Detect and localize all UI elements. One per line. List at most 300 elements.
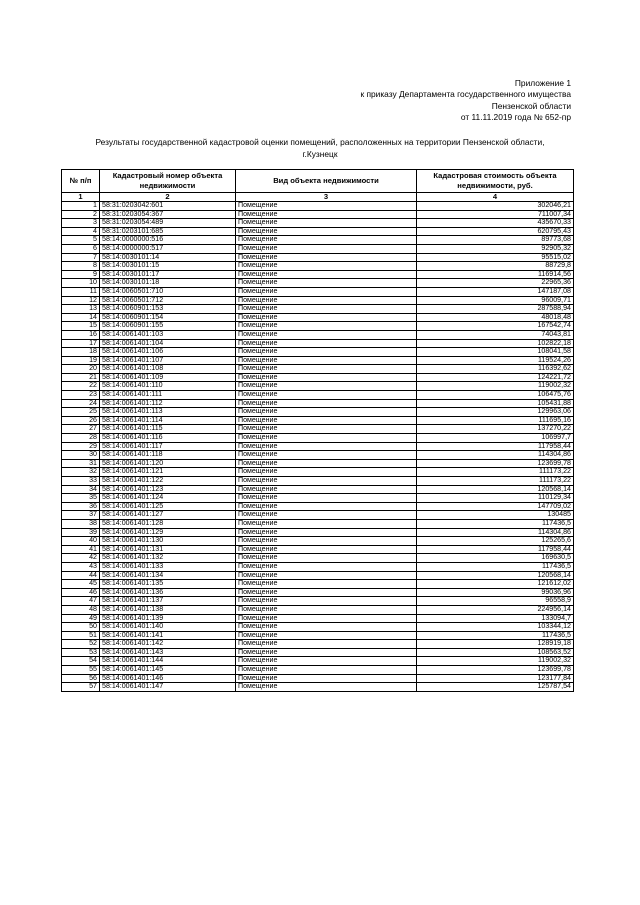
col-number-1: 1 — [62, 193, 100, 202]
cadastral-table — [61, 169, 574, 692]
row-number: 16 — [62, 330, 100, 339]
cadastral-number: 58:14:0030101:17 — [100, 270, 236, 279]
object-type: Помещение — [236, 597, 417, 606]
cadastral-value: 121612,02 — [417, 580, 574, 589]
row-number: 49 — [62, 614, 100, 623]
table-row — [62, 623, 574, 632]
object-type: Помещение — [236, 202, 417, 211]
cadastral-number: 58:14:0061401:113 — [100, 408, 236, 417]
table-row — [62, 244, 574, 253]
object-type: Помещение — [236, 511, 417, 520]
row-number: 15 — [62, 322, 100, 331]
cadastral-number: 58:14:0061401:129 — [100, 528, 236, 537]
row-number: 25 — [62, 408, 100, 417]
table-row — [62, 434, 574, 443]
object-type: Помещение — [236, 305, 417, 314]
cadastral-value: 124221,72 — [417, 373, 574, 382]
object-type: Помещение — [236, 519, 417, 528]
cadastral-number: 58:14:0061401:134 — [100, 571, 236, 580]
col-header-number: № п/п — [62, 170, 100, 193]
cadastral-number: 58:14:0061401:137 — [100, 597, 236, 606]
table-row — [62, 674, 574, 683]
table-row — [62, 528, 574, 537]
row-number: 13 — [62, 305, 100, 314]
row-number: 6 — [62, 244, 100, 253]
row-number: 11 — [62, 287, 100, 296]
row-number: 44 — [62, 571, 100, 580]
cadastral-number: 58:14:0061401:120 — [100, 459, 236, 468]
row-number: 2 — [62, 210, 100, 219]
row-number: 7 — [62, 253, 100, 262]
cadastral-number: 58:14:0061401:128 — [100, 519, 236, 528]
table-row — [62, 537, 574, 546]
table-row — [62, 399, 574, 408]
table-row — [62, 339, 574, 348]
cadastral-number: 58:14:0000000:516 — [100, 236, 236, 245]
table-row — [62, 391, 574, 400]
row-number: 37 — [62, 511, 100, 520]
object-type: Помещение — [236, 545, 417, 554]
cadastral-value: 96009,71 — [417, 296, 574, 305]
cadastral-number: 58:14:0061401:114 — [100, 416, 236, 425]
table-row — [62, 468, 574, 477]
cadastral-value: 114304,86 — [417, 528, 574, 537]
cadastral-value: 287588,94 — [417, 305, 574, 314]
cadastral-number: 58:14:0061401:108 — [100, 365, 236, 374]
object-type: Помещение — [236, 279, 417, 288]
object-type: Помещение — [236, 502, 417, 511]
object-type: Помещение — [236, 348, 417, 357]
cadastral-number: 58:14:0061401:131 — [100, 545, 236, 554]
row-number: 39 — [62, 528, 100, 537]
table-row — [62, 408, 574, 417]
object-type: Помещение — [236, 623, 417, 632]
row-number: 24 — [62, 399, 100, 408]
cadastral-number: 58:14:0061401:109 — [100, 373, 236, 382]
object-type: Помещение — [236, 494, 417, 503]
row-number: 22 — [62, 382, 100, 391]
table-row — [62, 459, 574, 468]
cadastral-value: 120568,14 — [417, 571, 574, 580]
cadastral-value: 106997,7 — [417, 434, 574, 443]
cadastral-number: 58:14:0061401:124 — [100, 494, 236, 503]
cadastral-number: 58:14:0061401:136 — [100, 588, 236, 597]
table-row — [62, 571, 574, 580]
object-type: Помещение — [236, 236, 417, 245]
row-number: 29 — [62, 442, 100, 451]
cadastral-value: 108041,58 — [417, 348, 574, 357]
object-type: Помещение — [236, 425, 417, 434]
cadastral-value: 123177,84 — [417, 674, 574, 683]
row-number: 46 — [62, 588, 100, 597]
object-type: Помещение — [236, 262, 417, 271]
object-type: Помещение — [236, 614, 417, 623]
row-number: 31 — [62, 459, 100, 468]
row-number: 5 — [62, 236, 100, 245]
row-number: 30 — [62, 451, 100, 460]
table-header-row — [62, 170, 574, 193]
cadastral-value: 119524,26 — [417, 356, 574, 365]
object-type: Помещение — [236, 253, 417, 262]
cadastral-number: 58:14:0060901:155 — [100, 322, 236, 331]
cadastral-number: 58:14:0061401:103 — [100, 330, 236, 339]
cadastral-value: 95515,02 — [417, 253, 574, 262]
row-number: 18 — [62, 348, 100, 357]
row-number: 55 — [62, 666, 100, 675]
table-row — [62, 442, 574, 451]
object-type: Помещение — [236, 588, 417, 597]
table-row — [62, 657, 574, 666]
table-row — [62, 236, 574, 245]
object-type: Помещение — [236, 210, 417, 219]
row-number: 33 — [62, 477, 100, 486]
row-number: 50 — [62, 623, 100, 632]
cadastral-number: 58:31:0203042:601 — [100, 202, 236, 211]
cadastral-number: 58:31:0203054:489 — [100, 219, 236, 228]
row-number: 34 — [62, 485, 100, 494]
row-number: 36 — [62, 502, 100, 511]
object-type: Помещение — [236, 631, 417, 640]
table-row — [62, 605, 574, 614]
row-number: 26 — [62, 416, 100, 425]
object-type: Помещение — [236, 468, 417, 477]
row-number: 41 — [62, 545, 100, 554]
cadastral-number: 58:14:0061401:127 — [100, 511, 236, 520]
cadastral-value: 92905,32 — [417, 244, 574, 253]
cadastral-value: 99036,96 — [417, 588, 574, 597]
row-number: 48 — [62, 605, 100, 614]
object-type: Помещение — [236, 528, 417, 537]
cadastral-value: 110129,34 — [417, 494, 574, 503]
cadastral-value: 117436,5 — [417, 562, 574, 571]
cadastral-number: 58:14:0061401:138 — [100, 605, 236, 614]
cadastral-number: 58:14:0061401:146 — [100, 674, 236, 683]
object-type: Помещение — [236, 485, 417, 494]
row-number: 38 — [62, 519, 100, 528]
cadastral-value: 147187,08 — [417, 287, 574, 296]
object-type: Помещение — [236, 244, 417, 253]
region-name: Пензенской области — [491, 100, 571, 111]
cadastral-number: 58:14:0061401:121 — [100, 468, 236, 477]
cadastral-number: 58:14:0061401:116 — [100, 434, 236, 443]
table-column-number-row — [62, 193, 574, 202]
table-row — [62, 262, 574, 271]
object-type: Помещение — [236, 416, 417, 425]
cadastral-value: 117436,5 — [417, 519, 574, 528]
row-number: 17 — [62, 339, 100, 348]
row-number: 32 — [62, 468, 100, 477]
cadastral-number: 58:14:0061401:110 — [100, 382, 236, 391]
cadastral-value: 620795,43 — [417, 227, 574, 236]
table-row — [62, 382, 574, 391]
object-type: Помещение — [236, 287, 417, 296]
cadastral-number: 58:14:0030101:15 — [100, 262, 236, 271]
cadastral-number: 58:14:0061401:118 — [100, 451, 236, 460]
object-type: Помещение — [236, 339, 417, 348]
table-row — [62, 313, 574, 322]
cadastral-number: 58:14:0000000:517 — [100, 244, 236, 253]
cadastral-value: 117958,44 — [417, 442, 574, 451]
cadastral-number: 58:14:0061401:107 — [100, 356, 236, 365]
table-row — [62, 494, 574, 503]
table-row — [62, 477, 574, 486]
cadastral-number: 58:14:0060901:153 — [100, 305, 236, 314]
cadastral-number: 58:14:0061401:125 — [100, 502, 236, 511]
row-number: 21 — [62, 373, 100, 382]
row-number: 40 — [62, 537, 100, 546]
object-type: Помещение — [236, 537, 417, 546]
object-type: Помещение — [236, 442, 417, 451]
object-type: Помещение — [236, 313, 417, 322]
cadastral-value: 108563,52 — [417, 648, 574, 657]
object-type: Помещение — [236, 451, 417, 460]
row-number: 10 — [62, 279, 100, 288]
col-header-cadastral-value: Кадастровая стоимость объекта недвижимости, руб. — [417, 170, 574, 193]
row-number: 51 — [62, 631, 100, 640]
row-number: 19 — [62, 356, 100, 365]
cadastral-value: 224956,14 — [417, 605, 574, 614]
object-type: Помещение — [236, 296, 417, 305]
cadastral-value: 105431,88 — [417, 399, 574, 408]
cadastral-value: 74043,81 — [417, 330, 574, 339]
cadastral-value: 123699,78 — [417, 459, 574, 468]
cadastral-value: 119002,32 — [417, 657, 574, 666]
cadastral-number: 58:14:0060501:710 — [100, 287, 236, 296]
table-row — [62, 279, 574, 288]
cadastral-value: 22965,36 — [417, 279, 574, 288]
object-type: Помещение — [236, 219, 417, 228]
object-type: Помещение — [236, 674, 417, 683]
cadastral-number: 58:14:0030101:18 — [100, 279, 236, 288]
row-number: 47 — [62, 597, 100, 606]
cadastral-number: 58:31:0203101:685 — [100, 227, 236, 236]
cadastral-value: 117436,5 — [417, 631, 574, 640]
row-number: 54 — [62, 657, 100, 666]
row-number: 42 — [62, 554, 100, 563]
row-number: 56 — [62, 674, 100, 683]
cadastral-number: 58:14:0061401:140 — [100, 623, 236, 632]
table-row — [62, 227, 574, 236]
cadastral-number: 58:14:0061401:133 — [100, 562, 236, 571]
cadastral-number: 58:14:0061401:141 — [100, 631, 236, 640]
object-type: Помещение — [236, 562, 417, 571]
cadastral-number: 58:14:0061401:112 — [100, 399, 236, 408]
object-type: Помещение — [236, 330, 417, 339]
object-type: Помещение — [236, 648, 417, 657]
object-type: Помещение — [236, 640, 417, 649]
cadastral-number: 58:14:0061401:130 — [100, 537, 236, 546]
cadastral-value: 111695,16 — [417, 416, 574, 425]
cadastral-number: 58:14:0061401:122 — [100, 477, 236, 486]
cadastral-number: 58:14:0061401:135 — [100, 580, 236, 589]
table-row — [62, 511, 574, 520]
object-type: Помещение — [236, 356, 417, 365]
row-number: 8 — [62, 262, 100, 271]
cadastral-value: 117958,44 — [417, 545, 574, 554]
cadastral-value: 130485 — [417, 511, 574, 520]
table-row — [62, 322, 574, 331]
table-row — [62, 648, 574, 657]
table-row — [62, 305, 574, 314]
cadastral-number: 58:31:0203054:367 — [100, 210, 236, 219]
cadastral-value: 125265,6 — [417, 537, 574, 546]
object-type: Помещение — [236, 399, 417, 408]
cadastral-value: 133094,7 — [417, 614, 574, 623]
col-header-cadastral-number: Кадастровый номер объекта недвижимости — [100, 170, 236, 193]
row-number: 20 — [62, 365, 100, 374]
cadastral-value: 137270,22 — [417, 425, 574, 434]
table-row — [62, 356, 574, 365]
title-line-2: г.Кузнецк — [302, 148, 338, 159]
row-number: 53 — [62, 648, 100, 657]
table-row — [62, 545, 574, 554]
col-number-2: 2 — [100, 193, 236, 202]
cadastral-value: 435670,33 — [417, 219, 574, 228]
cadastral-value: 120568,14 — [417, 485, 574, 494]
table-row — [62, 451, 574, 460]
row-number: 57 — [62, 683, 100, 692]
table-row — [62, 210, 574, 219]
row-number: 45 — [62, 580, 100, 589]
row-number: 27 — [62, 425, 100, 434]
cadastral-value: 167542,74 — [417, 322, 574, 331]
document-title — [60, 137, 580, 160]
cadastral-value: 119002,32 — [417, 382, 574, 391]
cadastral-value: 129963,06 — [417, 408, 574, 417]
cadastral-value: 106475,76 — [417, 391, 574, 400]
cadastral-number: 58:14:0061401:117 — [100, 442, 236, 451]
table-row — [62, 365, 574, 374]
table-row — [62, 202, 574, 211]
col-number-3: 3 — [236, 193, 417, 202]
object-type: Помещение — [236, 434, 417, 443]
table-row — [62, 416, 574, 425]
title-line-1: Результаты государственной кадастровой оценки помещений, расположенных на территории Пензенской области, — [95, 137, 545, 147]
cadastral-value: 147709,02 — [417, 502, 574, 511]
cadastral-value: 116914,56 — [417, 270, 574, 279]
table-row — [62, 580, 574, 589]
cadastral-value: 103344,12 — [417, 623, 574, 632]
table-row — [62, 219, 574, 228]
table-row — [62, 597, 574, 606]
cadastral-number: 58:14:0061401:142 — [100, 640, 236, 649]
object-type: Помещение — [236, 657, 417, 666]
cadastral-value: 96558,9 — [417, 597, 574, 606]
table-row — [62, 253, 574, 262]
table-row — [62, 614, 574, 623]
col-number-4: 4 — [417, 193, 574, 202]
cadastral-number: 58:14:0061401:144 — [100, 657, 236, 666]
table-row — [62, 330, 574, 339]
cadastral-number: 58:14:0061401:147 — [100, 683, 236, 692]
cadastral-value: 111173,22 — [417, 477, 574, 486]
row-number: 23 — [62, 391, 100, 400]
row-number: 28 — [62, 434, 100, 443]
object-type: Помещение — [236, 373, 417, 382]
row-number: 35 — [62, 494, 100, 503]
object-type: Помещение — [236, 459, 417, 468]
object-type: Помещение — [236, 322, 417, 331]
cadastral-number: 58:14:0061401:104 — [100, 339, 236, 348]
cadastral-value: 88729,8 — [417, 262, 574, 271]
object-type: Помещение — [236, 571, 417, 580]
appendix-header — [360, 78, 571, 124]
table-row — [62, 554, 574, 563]
order-reference: к приказу Департамента государственного имущества — [360, 89, 571, 100]
cadastral-value: 123699,78 — [417, 666, 574, 675]
table-row — [62, 562, 574, 571]
appendix-label: Приложение 1 — [514, 78, 571, 88]
table-row — [62, 631, 574, 640]
col-header-object-type: Вид объекта недвижимости — [236, 170, 417, 193]
row-number: 3 — [62, 219, 100, 228]
row-number: 12 — [62, 296, 100, 305]
table-row — [62, 640, 574, 649]
cadastral-number: 58:14:0061401:145 — [100, 666, 236, 675]
object-type: Помещение — [236, 270, 417, 279]
object-type: Помещение — [236, 365, 417, 374]
table-row — [62, 270, 574, 279]
cadastral-number: 58:14:0061401:143 — [100, 648, 236, 657]
object-type: Помещение — [236, 605, 417, 614]
row-number: 9 — [62, 270, 100, 279]
cadastral-value: 169630,5 — [417, 554, 574, 563]
cadastral-value: 89773,68 — [417, 236, 574, 245]
cadastral-value: 102822,18 — [417, 339, 574, 348]
object-type: Помещение — [236, 683, 417, 692]
table-row — [62, 373, 574, 382]
cadastral-value: 128919,18 — [417, 640, 574, 649]
row-number: 14 — [62, 313, 100, 322]
object-type: Помещение — [236, 408, 417, 417]
object-type: Помещение — [236, 391, 417, 400]
cadastral-number: 58:14:0060901:154 — [100, 313, 236, 322]
table-body — [62, 202, 574, 692]
object-type: Помещение — [236, 554, 417, 563]
table-row — [62, 666, 574, 675]
cadastral-number: 58:14:0061401:115 — [100, 425, 236, 434]
cadastral-number: 58:14:0060501:712 — [100, 296, 236, 305]
row-number: 1 — [62, 202, 100, 211]
row-number: 52 — [62, 640, 100, 649]
cadastral-value: 302046,21 — [417, 202, 574, 211]
cadastral-value: 111173,22 — [417, 468, 574, 477]
table-row — [62, 502, 574, 511]
cadastral-number: 58:14:0061401:111 — [100, 391, 236, 400]
cadastral-value: 48018,48 — [417, 313, 574, 322]
cadastral-value: 114304,86 — [417, 451, 574, 460]
cadastral-number: 58:14:0061401:132 — [100, 554, 236, 563]
cadastral-number: 58:14:0061401:123 — [100, 485, 236, 494]
object-type: Помещение — [236, 477, 417, 486]
table-row — [62, 425, 574, 434]
cadastral-number: 58:14:0061401:139 — [100, 614, 236, 623]
table-row — [62, 296, 574, 305]
order-date: от 11.11.2019 года № 652-пр — [460, 112, 571, 123]
table-row — [62, 588, 574, 597]
object-type: Помещение — [236, 382, 417, 391]
cadastral-number: 58:14:0030101:14 — [100, 253, 236, 262]
row-number: 4 — [62, 227, 100, 236]
cadastral-value: 125787,54 — [417, 683, 574, 692]
table-row — [62, 683, 574, 692]
object-type: Помещение — [236, 227, 417, 236]
table-row — [62, 485, 574, 494]
cadastral-value: 711007,34 — [417, 210, 574, 219]
object-type: Помещение — [236, 580, 417, 589]
object-type: Помещение — [236, 666, 417, 675]
cadastral-value: 116392,62 — [417, 365, 574, 374]
